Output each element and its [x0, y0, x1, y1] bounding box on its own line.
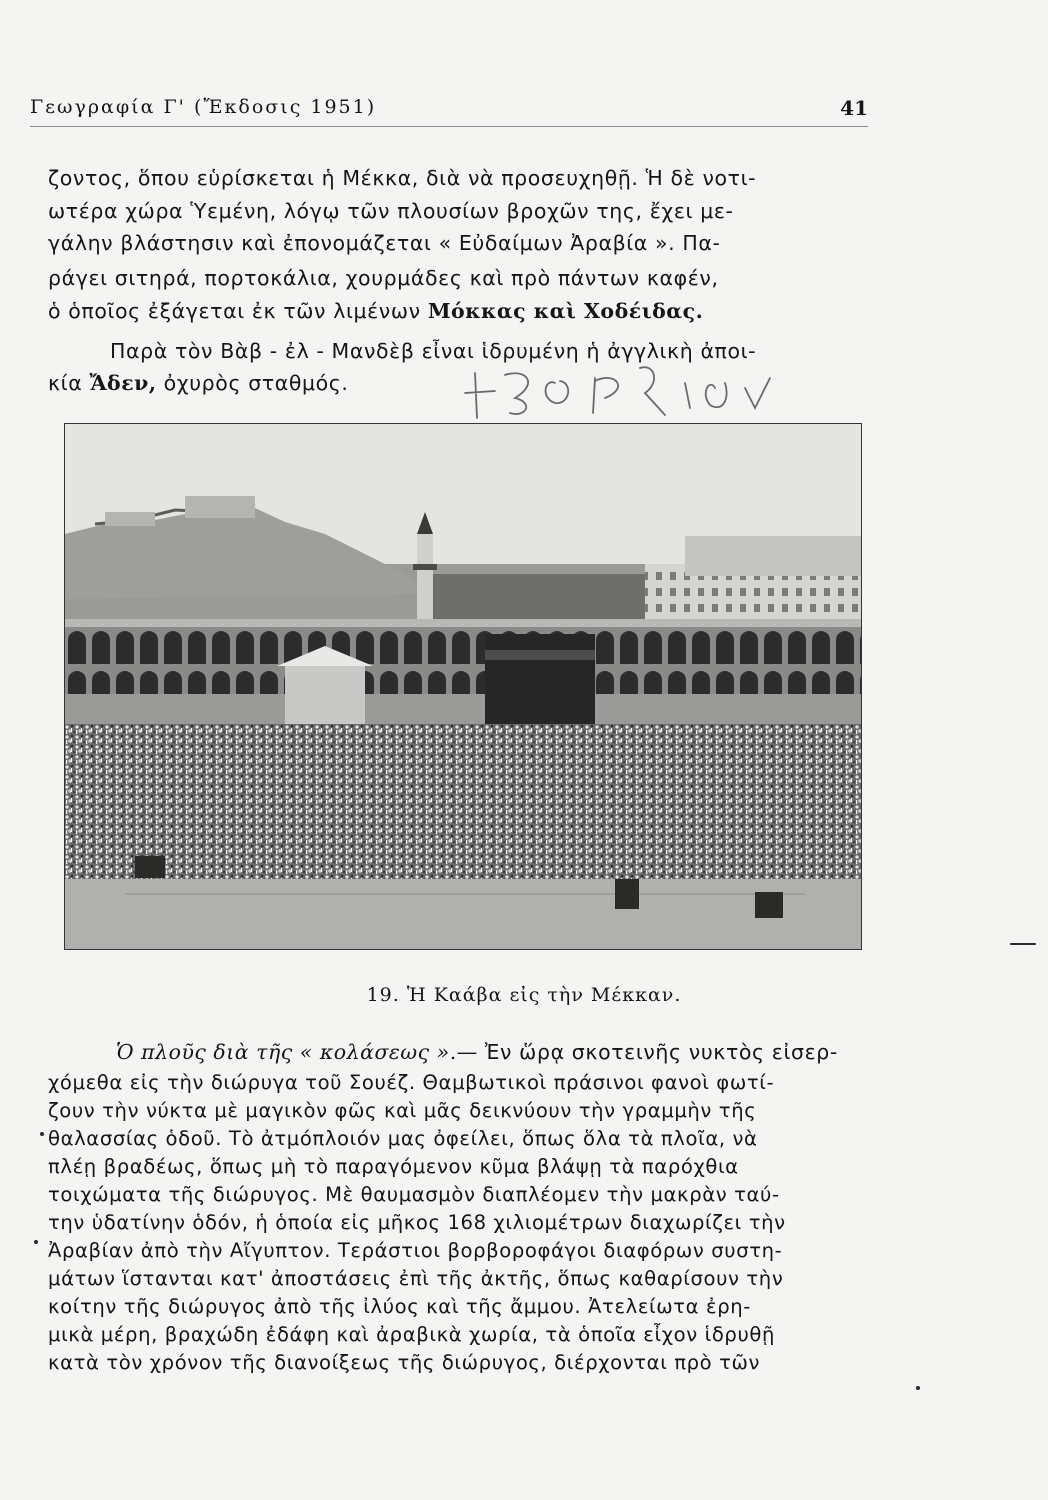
figure-caption: 19. Ἡ Καάβα εἰς τὴν Μέκκαν. — [366, 984, 682, 1006]
header-title: Γεωγραφία Γ' (Ἔκδοσις 1951) — [30, 96, 377, 118]
text-segment: ὁ ὁποῖος ἐξάγεται ἐκ τῶν λιμένων — [48, 299, 421, 323]
section-heading: Ὁ πλοῦς διὰ τῆς « κολάσεως ».— — [116, 1040, 478, 1064]
text-line: τοιχώματα τῆς διώρυγος. Μὲ θαυμασμὸν διαπλέομεν τὴν μακρὰν ταύ- — [48, 1183, 780, 1206]
ink-speck — [916, 1386, 920, 1390]
text-line: Ἀραβίαν ἀπὸ τὴν Αἴγυπτον. Τεράστιοι βορβοροφάγοι διαφόρων συστη- — [48, 1239, 783, 1262]
text-line: κατὰ τὸν χρόνον τῆς διανοίξεως τῆς διώρυγος, διέρχονται πρὸ τῶν — [48, 1351, 761, 1374]
page-number: 41 — [840, 96, 868, 120]
ink-speck — [40, 1132, 44, 1136]
text-segment: ὀχυρὸς σταθμός. — [163, 371, 349, 395]
text-line: πλέῃ βραδέως, ὅπως μὴ τὸ παραγόμενον κῦμα βλάψῃ τὰ παρόχθια — [48, 1155, 739, 1178]
text-line: θαλασσίας ὁδοῦ. Τὸ ἀτμόπλοιόν μας ὀφείλει, ὅπως ὅλα τὰ πλοῖα, νὰ — [48, 1127, 758, 1150]
aden-name: Ἄδεν, — [89, 371, 157, 395]
port-names: Μόκκας καὶ Χοδέιδας. — [427, 299, 704, 323]
running-header — [30, 96, 868, 127]
text-line: Παρὰ τὸν Βὰβ - ἐλ - Μανδὲβ εἶναι ἱδρυμένη ἡ ἀγγλικὴ ἀποι- — [110, 339, 757, 363]
kaaba-photograph — [64, 423, 862, 950]
text-line: χόμεθα εἰς τὴν διώρυγα τοῦ Σουέζ. Θαμβωτικοὶ πράσινοι φανοὶ φωτί- — [48, 1071, 775, 1094]
text-line: μάτων ἵστανται κατ' ἀποστάσεις ἐπὶ τῆς ἀκτῆς, ὅπως καθαρίσουν τὴν — [48, 1267, 784, 1290]
text-line: γάλην βλάστησιν καὶ ἐπονομάζεται « Εὐδαίμων Ἀραβία ». Πα- — [48, 231, 721, 255]
text-line — [48, 296, 703, 326]
text-line: μικὰ μέρη, βραχώδη ἐδάφη καὶ ἀραβικὰ χωρία, τὰ ὁποῖα εἶχον ἱδρυθῇ — [48, 1323, 776, 1346]
text-line: ζοντος, ὅπου εὑρίσκεται ἡ Μέκκα, διὰ νὰ προσευχηθῇ. Ἡ δὲ νοτι- — [48, 166, 757, 190]
text-line — [116, 1037, 838, 1067]
ink-speck — [1010, 943, 1036, 945]
text-segment: κία — [48, 371, 83, 395]
text-line: κοίτην τῆς διώρυγος ἀπὸ τῆς ἰλύος καὶ τῆς ἄμμου. Ἀτελείωτα ἐρη- — [48, 1295, 751, 1318]
text-segment: Ἐν ὥρᾳ σκοτεινῆς νυκτὸς εἰσερ- — [484, 1040, 838, 1064]
text-line: ράγει σιτηρά, πορτοκάλια, χουρμάδες καὶ πρὸ πάντων καφέν, — [48, 266, 719, 290]
text-line: την ὑδατίνην ὁδόν, ἡ ὁποία εἰς μῆκος 168 χιλιομέτρων διαχωρίζει τὴν — [48, 1211, 786, 1234]
text-line: ζουν τὴν νύκτα μὲ μαγικὸν φῶς καὶ μᾶς δεικνύουν τὴν γραμμὴν τῆς — [48, 1099, 757, 1122]
photo-illustration — [65, 424, 861, 949]
ink-speck — [34, 1240, 38, 1244]
text-line — [48, 368, 349, 398]
handwritten-scribble — [455, 343, 785, 423]
text-line: ωτέρα χώρα Ὑεμένη, λόγῳ τῶν πλουσίων βροχῶν της, ἔχει με- — [48, 199, 734, 223]
